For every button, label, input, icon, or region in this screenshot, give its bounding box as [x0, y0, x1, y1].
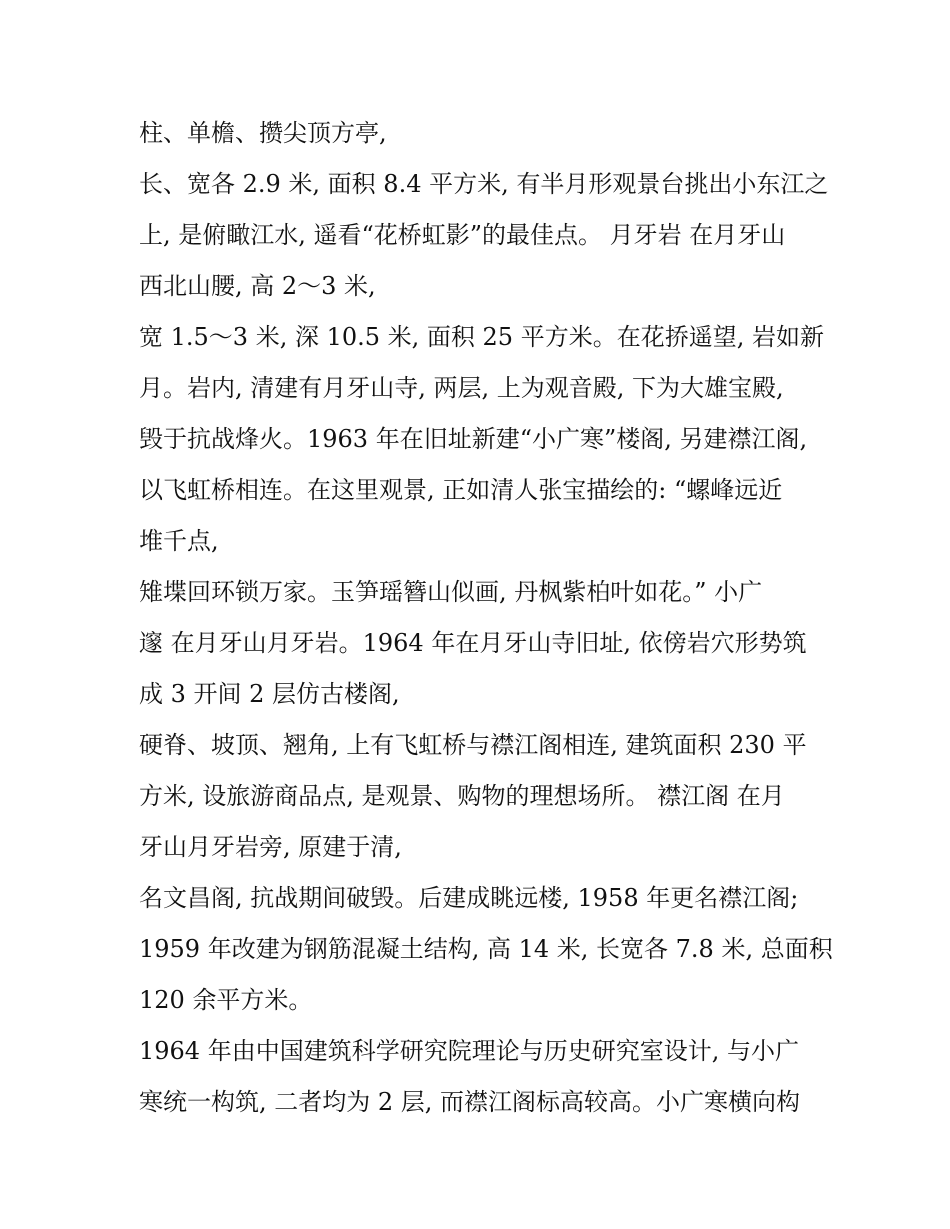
- text-line: 长、宽各 2.9 米, 面积 8.4 平方米, 有半月形观景台挑出小东江之: [139, 170, 829, 198]
- text-line: 寒统一构筑, 二者均为 2 层, 而襟江阁标高较高。小广寒横向构: [139, 1088, 801, 1116]
- text-line: 雉堞回环锁万家。玉笋瑶簪山似画, 丹枫紫柏叶如花。” 小广: [139, 578, 763, 606]
- text-line: 西北山腰, 高 2～3 米,: [139, 272, 376, 300]
- text-line: 牙山月牙岩旁, 原建于清,: [139, 833, 402, 861]
- text-line: 1959 年改建为钢筋混凝土结构, 高 14 米, 长宽各 7.8 米, 总面积: [139, 935, 833, 963]
- text-line: 硬脊、坡顶、翘角, 上有飞虹桥与襟江阁相连, 建筑面积 230 平: [139, 731, 807, 759]
- text-line: 以飞虹桥相连。在这里观景, 正如清人张宝描绘的: “螺峰远近: [139, 476, 783, 504]
- text-line: 120 余平方米。: [139, 986, 313, 1014]
- text-line: 柱、单檐、攒尖顶方亭,: [139, 119, 387, 147]
- body-text: [139, 108, 833, 1128]
- text-line: 成 3 开间 2 层仿古楼阁,: [139, 680, 400, 708]
- text-line: 毁于抗战烽火。1963 年在旧址新建“小广寒”楼阁, 另建襟江阁,: [139, 425, 808, 453]
- text-line: 名文昌阁, 抗战期间破毁。后建成眺远楼, 1958 年更名襟江阁;: [139, 884, 799, 912]
- text-line: 邃 在月牙山月牙岩。1964 年在月牙山寺旧址, 依傍岩穴形势筑: [139, 629, 807, 657]
- text-line: 堆千点,: [139, 527, 219, 555]
- text-line: 月。岩内, 清建有月牙山寺, 两层, 上为观音殿, 下为大雄宝殿,: [139, 374, 784, 402]
- text-line: 宽 1.5～3 米, 深 10.5 米, 面积 25 平方米。在花挢遥望, 岩如新: [139, 323, 824, 351]
- text-line: 上, 是俯瞰江水, 遥看“花桥虹影”的最佳点。 月牙岩 在月牙山: [139, 221, 786, 249]
- text-line: 1964 年由中国建筑科学研究院理论与历史研究室设计, 与小广: [139, 1037, 799, 1065]
- text-line: 方米, 设旅游商品点, 是观景、购物的理想场所。 襟江阁 在月: [139, 782, 785, 810]
